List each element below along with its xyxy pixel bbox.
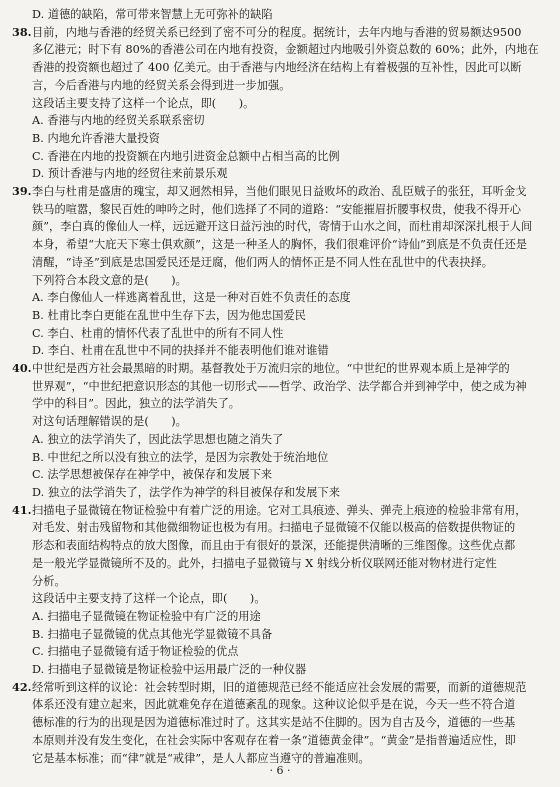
question-41 bbox=[12, 502, 542, 679]
question-stem-text: 李白与杜甫是盛唐的瑰宝，却又迥然相异，当他们眼见日益败坏的政治、乱臣贼子的张狂，耳听金戈 bbox=[32, 185, 527, 199]
answer-option[interactable]: D. 李白、杜甫在乱世中不同的抉择并不能表明他们谁对谁错 bbox=[32, 344, 329, 358]
question-stem-text: 扫描电子显微镜在物证检验中有着广泛的用途。它对工具痕迹、弹头、弹壳上痕迹的检验非常有用， bbox=[32, 503, 527, 517]
question-stem-line bbox=[12, 24, 542, 42]
question-stem-line: 言，今后香港与内地的经贸关系会得到进一步加强。 bbox=[32, 78, 291, 92]
answer-option[interactable]: D. 独立的法学消失了，法学作为神学的科目被保存和发展下来 bbox=[32, 485, 341, 499]
question-40 bbox=[12, 360, 542, 502]
answer-option[interactable]: D. 预计香港与内地的经贸往来前景乐观 bbox=[32, 167, 228, 181]
question-38 bbox=[12, 24, 542, 183]
question-39 bbox=[12, 183, 542, 360]
question-stem-line: 本身，希望“大庇天下寒士俱欢颜”，这是一种圣人的胸怀，我们很难评价“诗仙”到底是不负责任还是 bbox=[32, 238, 528, 252]
question-stem-line bbox=[12, 679, 542, 697]
question-stem-line: 世界观”，“中世纪把意识形态的其他一切形式——哲学、政治学、法学都合并到神学中，使之成为神 bbox=[32, 379, 527, 393]
question-stem-line bbox=[12, 502, 542, 520]
answer-option[interactable]: A. 独立的法学消失了，因此法学思想也随之消失了 bbox=[32, 432, 284, 446]
question-stem-line: 清醒，“诗圣”到底是忠国爱民还是迂腐，他们两人的情怀正是不同人性在乱世中的代表抉择。 bbox=[32, 255, 494, 269]
question-stem-line: 体系还没有建立起来，因此就难免存在道德紊乱的现象。这种议论似乎是在说，今天一些不符合道 bbox=[32, 698, 516, 712]
answer-option[interactable]: C. 法学思想被保存在神学中，被保存和发展下来 bbox=[32, 468, 273, 482]
question-stem-line: 它是基本标准；而“律”就是“戒律”，是人人都应当遵守的普遍准则。 bbox=[32, 751, 370, 765]
question-stem-line: 对这句话理解错误的是( )。 bbox=[32, 415, 187, 429]
answer-option[interactable]: A. 扫描电子显微镜在物证检验中有广泛的用途 bbox=[32, 609, 261, 623]
question-number: 39. bbox=[12, 184, 32, 199]
page-number: · 6 · bbox=[269, 764, 291, 777]
question-stem-line: 颜”，李白真的像仙人一样，远远避开这日益污浊的时代，寄情于山水之间，而杜甫却深深扎根于人间 bbox=[32, 220, 533, 234]
answer-option[interactable]: C. 扫描电子显微镜有适于物证检验的优点 bbox=[32, 645, 239, 659]
answer-option[interactable]: B. 扫描电子显微镜的优点其他光学显微镜不具备 bbox=[32, 627, 273, 641]
question-number: 38. bbox=[12, 24, 32, 39]
question-stem-line: 学中的科目”。因此，独立的法学消失了。 bbox=[32, 397, 241, 411]
answer-option[interactable]: A. 香港与内地的经贸关系联系密切 bbox=[32, 114, 205, 128]
question-stem-text: 经常听到这样的议论：社会转型时期，旧的道德规范已经不能适应社会发展的需要，而新的道德规范 bbox=[32, 680, 527, 694]
question-number: 41. bbox=[12, 502, 32, 517]
question-stem-line: 下列符合本段文意的是( )。 bbox=[32, 273, 187, 287]
question-stem-line: 分析。 bbox=[32, 574, 66, 588]
question-stem-line: 铁马的喧嚣，黎民百姓的呻吟之时，他们选择了不同的道路：“安能摧眉折腰事权贵，使我不得开心 bbox=[32, 202, 521, 216]
question-stem-line: 这段话中主要支持了这样一个论点，即( )。 bbox=[32, 592, 266, 606]
answer-option[interactable]: B. 内地允许香港大量投资 bbox=[32, 131, 160, 145]
answer-option[interactable]: C. 香港在内地的投资额在内地引进资金总额中占相当高的比例 bbox=[32, 149, 340, 163]
question-42 bbox=[12, 679, 542, 768]
question-stem-line: 是一般光学显微镜所不及的。此外，扫描电子显微镜与 X 射线分析仪联网还能对物材进行定性 bbox=[32, 556, 497, 570]
question-number: 40. bbox=[12, 361, 32, 376]
question-list bbox=[12, 24, 542, 768]
question-stem-line bbox=[12, 360, 542, 378]
question-stem-line: 这段话主要支持了这样一个论点，即( )。 bbox=[32, 96, 255, 110]
answer-option[interactable]: A. 李白像仙人一样逃离着乱世，这是一种对百姓不负责任的态度 bbox=[32, 291, 351, 305]
answer-option[interactable]: B. 杜甫比李白更能在乱世中生存下去，因为他忠国爱民 bbox=[32, 308, 306, 322]
answer-option[interactable]: D. 扫描电子显微镜是物证检验中运用最广泛的一种仪器 bbox=[32, 663, 307, 677]
question-stem-line: 香港的投资额也超过了 400 亿美元。由于香港与内地经济在结构上有着极强的互补性，因此可以断 bbox=[32, 61, 522, 75]
question-stem-line: 多亿港元；时下有 80%的香港公司在内地有投资，金额超过内地吸引外资总数的 60%；此外，内地在 bbox=[32, 43, 539, 57]
answer-option[interactable]: C. 李白、杜甫的情怀代表了乱世中的所有不同人性 bbox=[32, 326, 284, 340]
question-number: 42. bbox=[12, 679, 32, 694]
option-line: D. 道德的缺陷，常可带来智慧上无可弥补的缺陷 bbox=[32, 8, 273, 21]
question-stem-line bbox=[12, 183, 542, 201]
question-stem-line: 形态和表面结构特点的放大图像，而且由于有很好的景深，还能提供清晰的三维图像。这些优点都 bbox=[32, 539, 516, 553]
question-stem-text: 中世纪是西方社会最黑暗的时期。基督教处于万流归宗的地位。“中世纪的世界观本质上是神学的 bbox=[32, 362, 510, 376]
question-stem-line: 对毛发、射击残留物和其他微细物证也极为有用。扫描电子显微镜不仅能以极高的倍数提供物证的 bbox=[32, 521, 516, 535]
question-stem-line: 德标准的行为的出现是因为道德标准过时了。这其实是站不住脚的。因为自古及今，道德的一些基 bbox=[32, 716, 516, 730]
question-stem-text: 目前，内地与香港的经贸关系已经到了密不可分的程度。据统计，去年内地与香港的贸易额达9500 bbox=[32, 25, 522, 39]
answer-option[interactable]: B. 中世纪之所以没有独立的法学，是因为宗教处于统治地位 bbox=[32, 450, 329, 464]
question-stem-line: 本原则并没有发生变化，在社会实际中客观存在着一条“道德黄金律”。“黄金”是指普遍适应性，即 bbox=[32, 733, 516, 747]
